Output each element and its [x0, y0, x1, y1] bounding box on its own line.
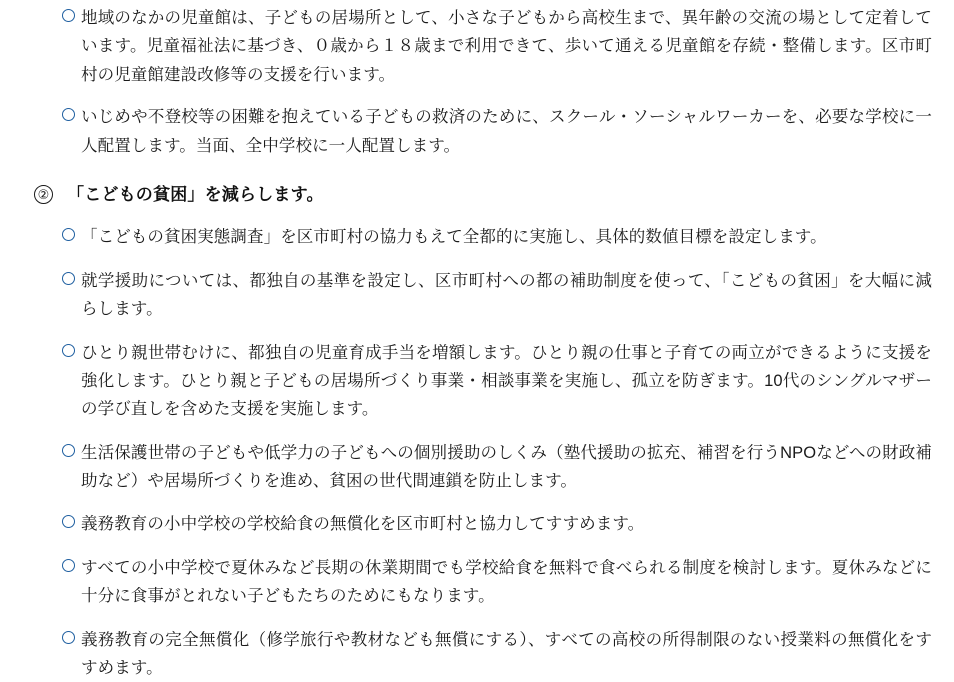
section-number-badge: ②	[34, 185, 53, 204]
list-item	[62, 267, 932, 324]
circle-bullet-icon	[62, 108, 75, 121]
list-item-text: ひとり親世帯むけに、都独自の児童育成手当を増額します。ひとり親の仕事と子育ての両立ができるように支援を強化します。ひとり親と子どもの居場所づくり事業・相談事業を実施し、孤立を防ぎます。10代のシングルマザーの学び直しを含めた支援を実施します。	[81, 339, 932, 424]
section-heading	[34, 182, 932, 208]
list-item-text: 「こどもの貧困実態調査」を区市町村の協力もえて全都的に実施し、具体的数値目標を設定します。	[81, 223, 932, 251]
section-title: 「こどもの貧困」を減らします。	[67, 182, 324, 208]
list-item-text: すべての小中学校で夏休みなど長期の休業期間でも学校給食を無料で食べられる制度を検討します。夏休みなどに十分に食事がとれない子どもたちのためにもなります。	[81, 554, 932, 611]
list-item-text: 生活保護世帯の子どもや低学力の子どもへの個別援助のしくみ（塾代援助の拡充、補習を行うNPOなどへの財政補助など）や居場所づくりを進め、貧困の世代間連鎖を防止します。	[81, 439, 932, 496]
circle-bullet-icon	[62, 228, 75, 241]
section-bullet-list	[34, 223, 932, 682]
list-item-text: 地域のなかの児童館は、子どもの居場所として、小さな子どもから高校生まで、異年齢の交流の場として定着しています。児童福祉法に基づき、０歳から１８歳まで利用できて、歩いて通える児童館を存続・整備します。区市町村の児童館建設改修等の支援を行います。	[81, 4, 932, 89]
list-item-text: いじめや不登校等の困難を抱えている子どもの救済のために、スクール・ソーシャルワーカーを、必要な学校に一人配置します。当面、全中学校に一人配置します。	[81, 103, 932, 160]
top-bullet-list	[34, 4, 932, 160]
circle-bullet-icon	[62, 444, 75, 457]
list-item	[62, 103, 932, 160]
circle-bullet-icon	[62, 344, 75, 357]
circle-bullet-icon	[62, 515, 75, 528]
circle-bullet-icon	[62, 272, 75, 285]
circle-bullet-icon	[62, 9, 75, 22]
list-item-text: 義務教育の小中学校の学校給食の無償化を区市町村と協力してすすめます。	[81, 510, 932, 538]
list-item	[62, 554, 932, 611]
list-item	[62, 223, 932, 251]
list-item	[62, 339, 932, 424]
circle-bullet-icon	[62, 631, 75, 644]
list-item-text: 義務教育の完全無償化（修学旅行や教材なども無償にする）、すべての高校の所得制限のない授業料の無償化をすすめます。	[81, 626, 932, 682]
list-item	[62, 626, 932, 682]
list-item-text: 就学援助については、都独自の基準を設定し、区市町村への都の補助制度を使って、「こどもの貧困」を大幅に減らします。	[81, 267, 932, 324]
list-item	[62, 439, 932, 496]
list-item	[62, 4, 932, 89]
circle-bullet-icon	[62, 559, 75, 572]
list-item	[62, 510, 932, 538]
